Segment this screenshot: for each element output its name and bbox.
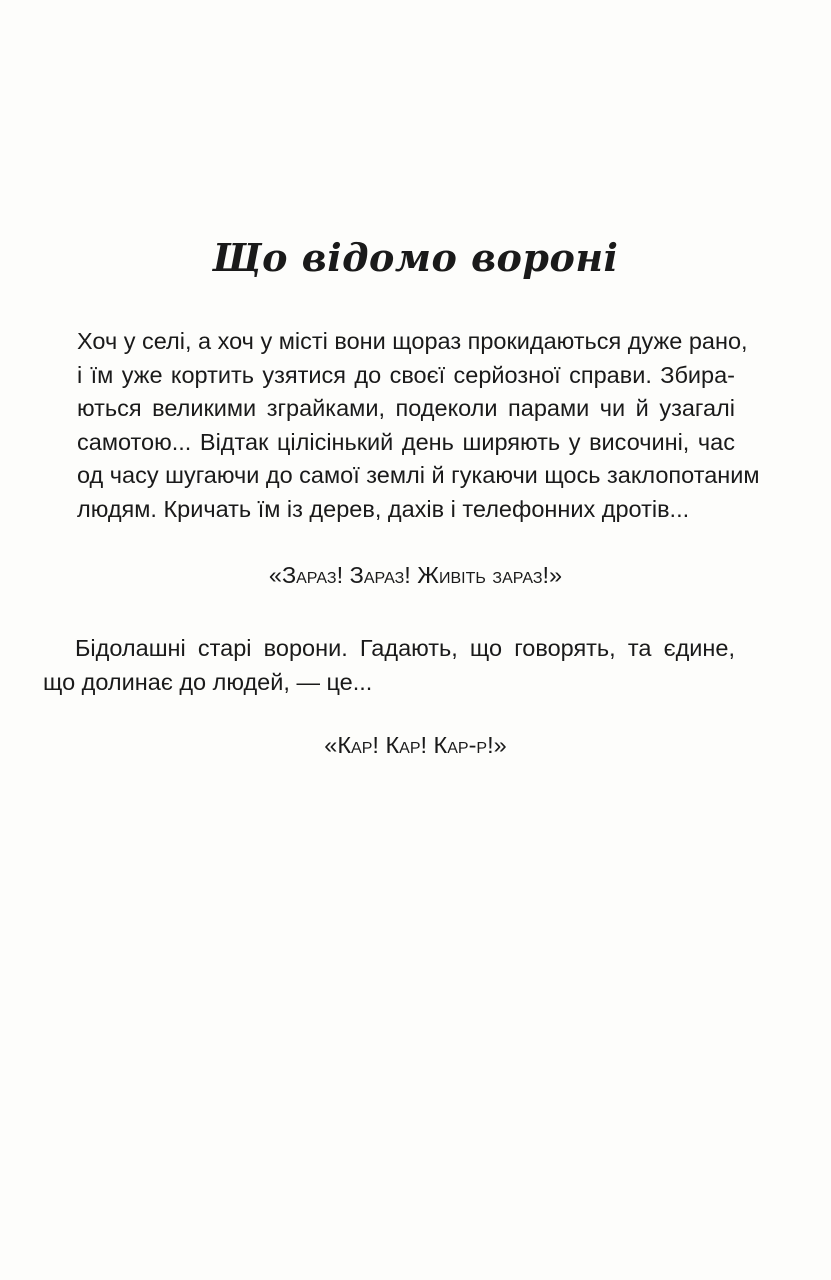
paragraph-1-line: ються великими зграйками, подеколи парами чи й узагалі — [77, 395, 735, 422]
page-title: Що відомо вороні — [212, 235, 619, 280]
paragraph-2 — [43, 632, 735, 699]
paragraph-1-line: од часу шугаючи до самої землі й гукаючи щось заклопотаним — [77, 462, 760, 489]
crow-quote-2: «Кар! Кар! Кар-р!» — [324, 732, 507, 758]
paragraph-1-line: Хоч у селі, а хоч у місті вони щораз прокидаються дуже рано, — [77, 328, 748, 354]
crow-quote-1: «Зараз! Зараз! Живіть зараз!» — [268, 562, 563, 588]
paragraph-1 — [75, 325, 760, 527]
paragraph-2-line: Бідолашні старі ворони. Гадають, що говорять, та єдине, — [75, 635, 735, 661]
paragraph-1-line: самотою... Відтак цілісінький день ширяють у височині, час — [77, 428, 735, 455]
paragraph-1-line: і їм уже кортить узятися до своєї серйозної справи. Збира- — [77, 361, 735, 388]
paragraph-1-line: людям. Кричать їм із дерев, дахів і телефонних дротів... — [77, 495, 690, 522]
paragraph-2-line: що долинає до людей, — це... — [43, 668, 373, 695]
